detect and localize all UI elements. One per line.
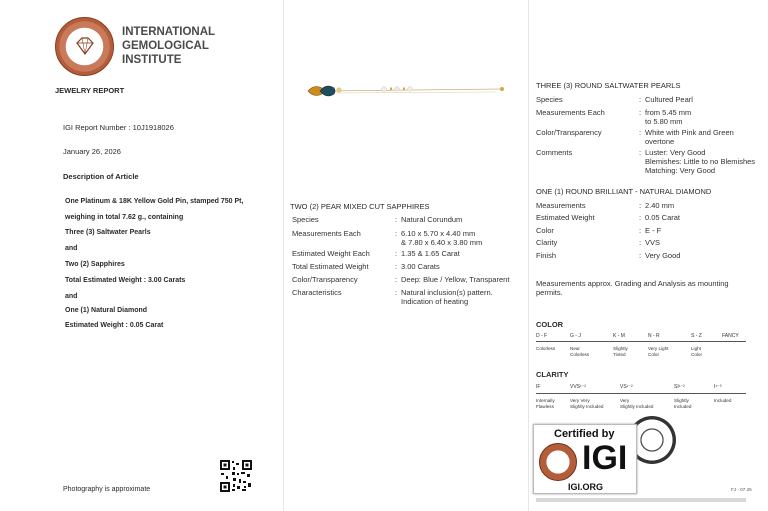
report-cover-panel — [0, 0, 283, 511]
description-line: Estimated Weight : 0.05 Carat — [65, 322, 164, 329]
color-desc: Near Colorless — [570, 346, 590, 357]
description-line: Two (2) Sapphires — [65, 261, 125, 268]
certified-badge — [533, 424, 637, 494]
color-grade: G - J — [570, 333, 581, 339]
sapphire-label: Species — [292, 215, 319, 224]
org-line-2: GEMOLOGICAL — [122, 40, 209, 52]
pearl-label: Measurements Each — [536, 108, 605, 117]
badge-certified-text: Certified by — [554, 428, 615, 440]
clarity-scale-line — [536, 393, 746, 394]
report-type: JEWELRY REPORT — [55, 86, 125, 95]
color-grade: FANCY — [722, 333, 739, 339]
diamond-value: 0.05 Carat — [645, 213, 681, 222]
description-line: weighing in total 7.62 g., containing — [65, 214, 184, 221]
pearl-label: Comments — [536, 148, 573, 157]
qr-code[interactable] — [219, 459, 253, 493]
color-desc: Light Color — [691, 346, 702, 357]
color-grade: S - Z — [691, 333, 702, 339]
sapphire-value-cont: Indication of heating — [401, 297, 469, 306]
report-date: January 26, 2026 — [63, 147, 121, 156]
diamond-label: Measurements — [536, 201, 586, 210]
pearl-value-cont: Matching: Very Good — [645, 166, 716, 175]
org-line-3: INSTITUTE — [122, 54, 182, 66]
clarity-desc: Internally Flawless — [536, 398, 555, 409]
description-line: and — [65, 245, 78, 252]
badge-brand: IGI — [582, 439, 628, 477]
clarity-grade: IF — [536, 384, 541, 390]
sapphire-value-cont: & 7.80 x 6.40 x 3.80 mm — [401, 238, 483, 247]
pearl-value-cont: overtone — [645, 137, 675, 146]
pearl-label: Color/Transparency — [536, 128, 602, 137]
color-grade: K - M — [613, 333, 625, 339]
clarity-scale-heading: CLARITY — [536, 370, 569, 379]
diamond-section-title: ONE (1) ROUND BRILLIANT - NATURAL DIAMOND — [536, 187, 712, 196]
description-line: One Platinum & 18K Yellow Gold Pin, stamped 750 Pt, — [65, 198, 244, 205]
clarity-grade: SI¹⁻² — [674, 384, 685, 390]
sapphire-value: Natural Corundum — [401, 215, 463, 224]
sapphire-value: Deep: Blue / Yellow, Transparent — [401, 275, 510, 284]
description-line: Total Estimated Weight : 3.00 Carats — [65, 277, 186, 284]
clarity-grade: I¹⁻³ — [714, 384, 722, 390]
clarity-desc: Very Very Slightly Included — [570, 398, 604, 409]
color-grade: N - R — [648, 333, 660, 339]
clarity-desc: Slightly Included — [674, 398, 692, 409]
grading-note-cont: permits. — [536, 288, 563, 297]
pearl-value: from 5.45 mm — [645, 108, 692, 117]
color-scale-heading: COLOR — [536, 320, 564, 329]
report-number: IGI Report Number : 10J1918026 — [63, 123, 174, 132]
diamond-label: Estimated Weight — [536, 213, 595, 222]
pearl-value-cont: to 5.80 mm — [645, 117, 683, 126]
description-line: and — [65, 293, 78, 300]
color-desc: Colorless — [536, 346, 556, 351]
diamond-label: Clarity — [536, 238, 558, 247]
clarity-grade: VS¹⁻² — [620, 384, 633, 390]
clarity-grade: VVS¹⁻² — [570, 384, 586, 390]
description-heading: Description of Article — [63, 172, 139, 181]
sapphire-label: Characteristics — [292, 288, 342, 297]
sapphire-value: 3.00 Carats — [401, 262, 440, 271]
color-grade: D - F — [536, 333, 548, 339]
sapphire-label: Estimated Weight Each — [292, 249, 370, 258]
diamond-value: E - F — [645, 226, 662, 235]
organization-name — [122, 25, 215, 67]
grading-note: Measurements approx. Grading and Analysis as mounting — [536, 279, 729, 288]
form-code: FJ - 07.25 — [731, 487, 752, 492]
sapphire-label: Total Estimated Weight — [292, 262, 369, 271]
badge-logo-icon — [539, 443, 577, 481]
diamond-value: 2.40 mm — [645, 201, 675, 210]
diamond-label: Finish — [536, 251, 557, 260]
diamond-label: Color — [536, 226, 554, 235]
pearl-value: White with Pink and Green — [645, 128, 734, 137]
pearl-value-cont: Blemishes: Little to no Blemishes — [645, 157, 756, 166]
pearl-value: Luster: Very Good — [645, 148, 706, 157]
sapphire-section-title: TWO (2) PEAR MIXED CUT SAPPHIRES — [290, 202, 430, 211]
diamond-value: VVS — [645, 238, 661, 247]
jewelry-pin-photo — [306, 80, 506, 102]
color-desc: Slightly Tinted — [613, 346, 628, 357]
photo-note: Photography is approximate — [63, 486, 151, 493]
color-scale-line — [536, 341, 746, 342]
diamond-icon — [74, 35, 96, 57]
pearl-value: Cultured Pearl — [645, 95, 693, 104]
footer-fine-print — [536, 498, 746, 502]
description-line: One (1) Natural Diamond — [65, 307, 148, 314]
description-line: Three (3) Saltwater Pearls — [65, 229, 151, 236]
sapphire-value: 6.10 x 5.70 x 4.40 mm — [401, 229, 476, 238]
diamond-value: Very Good — [645, 251, 681, 260]
clarity-desc: Included — [714, 398, 732, 403]
pearls-section-title: THREE (3) ROUND SALTWATER PEARLS — [536, 81, 681, 90]
sapphire-value: Natural inclusion(s) pattern. — [401, 288, 493, 297]
sapphire-value: 1.35 & 1.65 Carat — [401, 249, 460, 258]
sapphire-label: Measurements Each — [292, 229, 361, 238]
org-line-1: INTERNATIONAL — [122, 26, 216, 38]
pearl-label: Species — [536, 95, 563, 104]
sapphire-label: Color/Transparency — [292, 275, 358, 284]
clarity-desc: Very Slightly Included — [620, 398, 654, 409]
igi-logo — [55, 17, 114, 76]
badge-url: IGI.ORG — [568, 482, 604, 492]
color-desc: Very Light Color — [648, 346, 669, 357]
